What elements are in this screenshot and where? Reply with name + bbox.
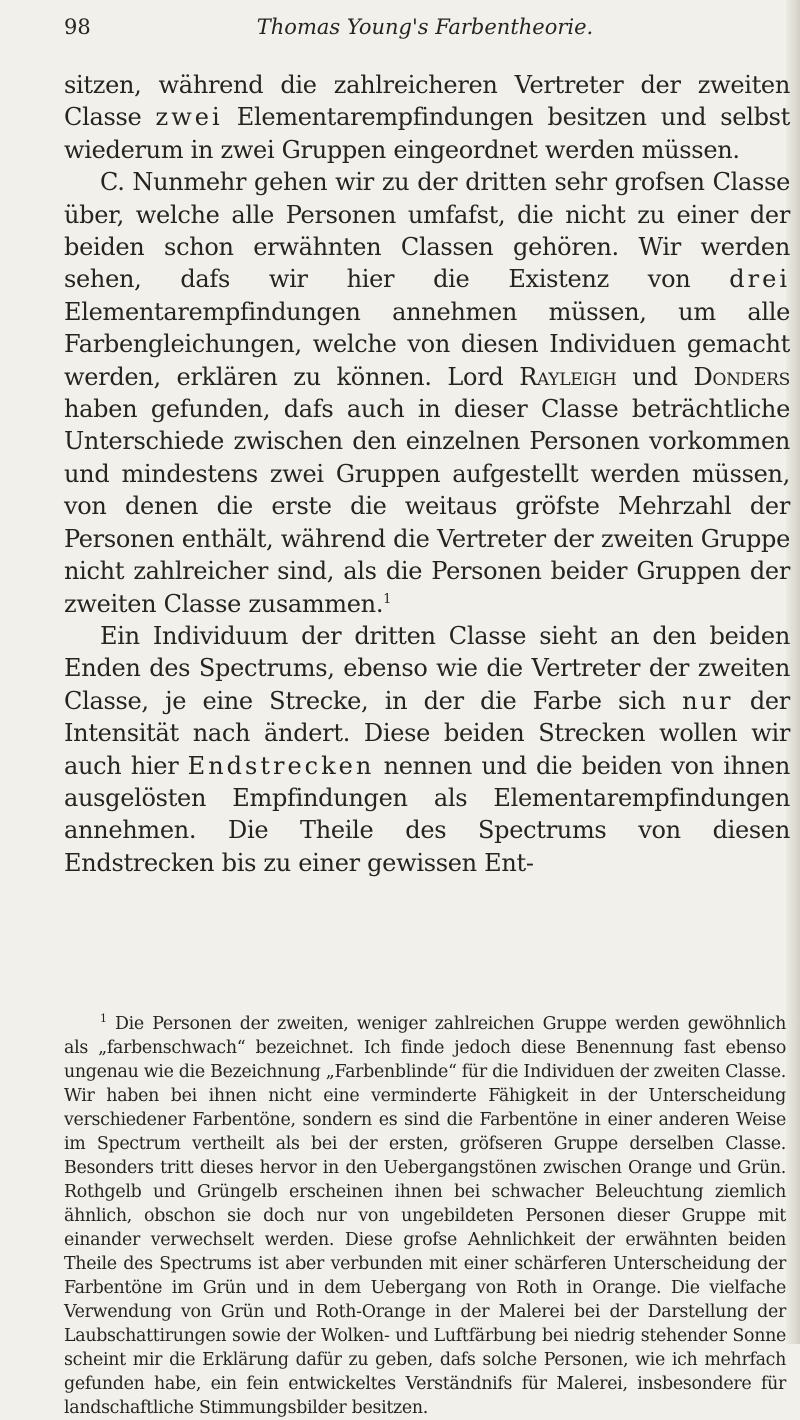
spaced-word-drei: drei xyxy=(729,265,790,294)
running-title: Thomas Young's Farbentheorie. xyxy=(256,15,594,39)
page-number: 98 xyxy=(64,15,91,39)
spaced-word-endstrecken: Endstrecken xyxy=(187,751,375,780)
footnote-ref: 1 xyxy=(383,591,392,607)
footnote-text: $^1$ Die Personen der zweiten, weniger zahlreichen Gruppe werden gewöhnlich als „farbenschwach“ bezeichnet. Ich finde jedoch diese Benennung fast ebenso ungenau wie die Bezeichnung „Farbenblinde“ für die Individuen der zweiten Classe. Wir haben bei ihnen nicht eine verminderte Fähigkeit in der Unterscheidung verschiedener Farbentöne, sondern es sind die Farbentöne in einer anderen Weise im Spectrum vertheilt als bei der ersten, gröfseren Gruppe derselben Classe. Besonders tritt dieses hervor in den Uebergangstönen zwischen Orange und Grün. Rothgelb und Grüngelb erscheinen ihnen bei schwacher Beleuchtung ziemlich ähnlich, obschon sie doch nur von ungebildeten Personen dieser Gruppe mit einander verwechselt werden. Diese grofse Aehnlichkeit der erwähnten beiden Theile des Spectrums ist aber verbunden mit einer schärferen Unterscheidung der Farbentöne im Grün und in dem Uebergang von Roth in Orange. Die vielfache Verwendung von Grün und Roth-Orange in der Malerei bei der Darstellung der Laubschattirungen sowie der Wolken- und Luftfärbung bei niedrig stehender Sonne scheint mir die Erklärung dafür zu geben, dafs solche Personen, wie ich mehrfach gefunden habe, ein fein entwickeltes Verständnifs für Malerei, insbesondere für landschaftliche Stimmungsbilder besitzen. xyxy=(64,1012,786,1418)
page-header xyxy=(64,12,786,42)
main-text xyxy=(64,69,790,879)
spaced-word-nur: nur xyxy=(682,686,734,715)
paragraph-1: sitzen, während die zahlreicheren Vertreter der zweiten Classe zwei Elementarempfindungen besitzen und selbst wiederum in zwei Gruppen eingeordnet werden müssen. xyxy=(64,71,790,164)
paragraph-2: C. Nunmehr gehen wir zu der dritten sehr grofsen Classe über, welche alle Personen umfafst, die nicht zu einer der beiden schon erwähnten Classen gehören. Wir werden sehen, dafs wir hier die Existenz von drei Elementarempfindungen annehmen müssen, um alle Farbengleichungen, welche von diesen Individuen gemacht werden, erklären zu können. Lord Rayleigh und Donders haben gefunden, dafs auch in dieser Classe beträchtliche Unterschiede zwischen den einzelnen Personen vorkommen und mindestens zwei Gruppen aufgestellt werden müssen, von denen die erste die weitaus gröfste Mehrzahl der Personen enthält, während die Vertreter der zweiten Gruppe nicht zahlreicher sind, als die Personen beider Gruppen der zweiten Classe zusammen.$^1$ xyxy=(64,168,790,618)
footnote-marker: 1 xyxy=(100,1012,107,1026)
paragraph-3: Ein Individuum der dritten Classe sieht an den beiden Enden des Spectrums, ebenso wie die Vertreter der zweiten Classe, je eine Strecke, in der die Farbe sich nur der Intensität nach ändert. Diese beiden Strecken wollen wir auch hier Endstrecken nennen und die beiden von ihnen ausgelösten Empfindungen als Elementarempfindungen annehmen. Die Theile des Spectrums von diesen Endstrecken bis zu einer gewissen Ent- xyxy=(64,621,790,877)
spaced-word-zwei: zwei xyxy=(155,103,223,132)
name-rayleigh: Rayleigh xyxy=(519,362,617,391)
name-donders: Donders xyxy=(693,362,790,391)
footnote xyxy=(64,1012,786,1420)
